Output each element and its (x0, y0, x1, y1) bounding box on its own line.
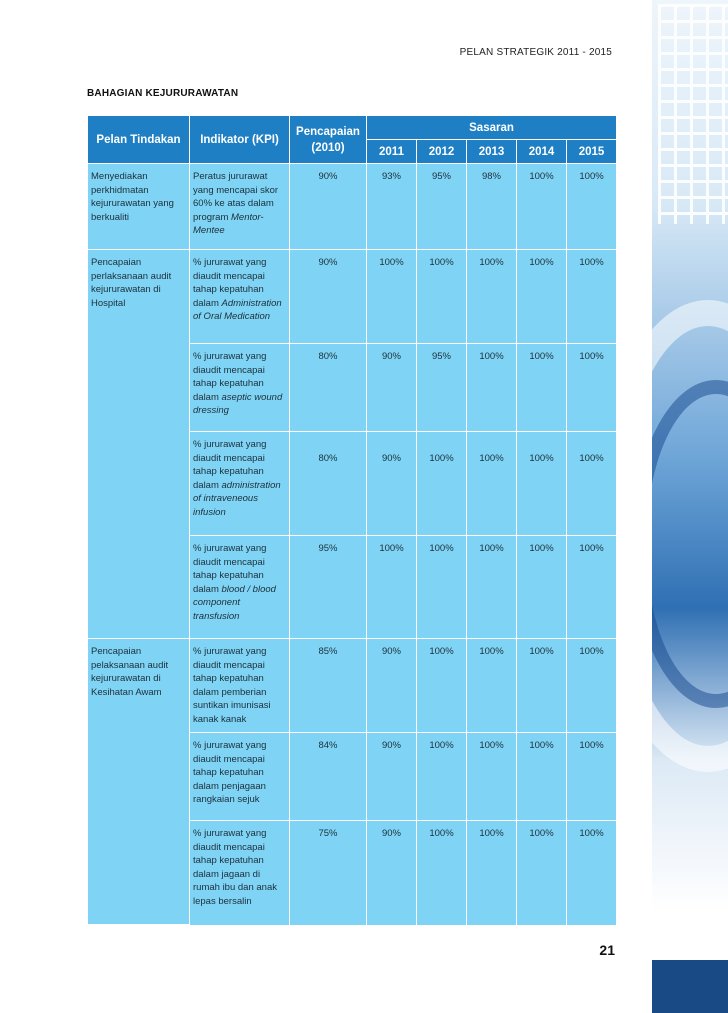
target-2014: 100% (517, 164, 567, 250)
target-2012: 100% (417, 733, 467, 821)
section-title: BAHAGIAN KEJURURAWATAN (87, 88, 239, 99)
kpi-text: Peratus jururawat yang mencapai skor 60% ke atas dalam program (193, 171, 279, 223)
kpi-italic-text: administration of intraveneous infusion (193, 479, 281, 518)
target-2011: 100% (367, 250, 417, 344)
target-2013: 100% (467, 821, 517, 925)
target-2011: 93% (367, 164, 417, 250)
kpi-cell (190, 250, 290, 344)
document-header-title: PELAN STRATEGIK 2011 - 2015 (459, 47, 612, 58)
target-2014: 100% (517, 639, 567, 733)
target-2014: 100% (517, 536, 567, 639)
target-2013: 100% (467, 432, 517, 536)
achievement-cell: 75% (290, 821, 367, 925)
achievement-cell: 90% (290, 164, 367, 250)
plan-cell: Pencapaian pelaksanaan audit kejururawatan di Kesihatan Awam (88, 639, 190, 925)
target-2014: 100% (517, 344, 567, 432)
target-2013: 100% (467, 344, 517, 432)
table-row (88, 250, 617, 344)
kpi-italic-text: Mentor-Mentee (193, 211, 264, 236)
target-2012: 100% (417, 432, 467, 536)
target-2015: 100% (567, 536, 617, 639)
header-year-2011: 2011 (367, 140, 417, 164)
target-2012: 100% (417, 821, 467, 925)
target-2015: 100% (567, 733, 617, 821)
kpi-text: % jururawat yang diaudit mencapai tahap kepatuhan dalam penjagaan rangkaian sejuk (193, 740, 267, 805)
kpi-cell (190, 164, 290, 250)
achievement-cell: 80% (290, 344, 367, 432)
achievement-cell: 95% (290, 536, 367, 639)
header-year-2015: 2015 (567, 140, 617, 164)
target-2015: 100% (567, 821, 617, 925)
header-achievement: Pencapaian (2010) (290, 116, 367, 164)
header-year-2012: 2012 (417, 140, 467, 164)
target-2013: 100% (467, 250, 517, 344)
target-2012: 100% (417, 536, 467, 639)
kpi-text: % jururawat yang diaudit mencapai tahap kepatuhan dalam (193, 257, 267, 309)
table-row (88, 164, 617, 250)
kpi-cell (190, 432, 290, 536)
kpi-text: % jururawat yang diaudit mencapai tahap kepatuhan dalam jagaan di rumah ibu dan anak lepas bersalin (193, 828, 277, 907)
target-2012: 100% (417, 250, 467, 344)
achievement-cell: 85% (290, 639, 367, 733)
header-year-2014: 2014 (517, 140, 567, 164)
header-year-2013: 2013 (467, 140, 517, 164)
header-plan: Pelan Tindakan (88, 116, 190, 164)
kpi-italic-text: blood / blood component transfusion (193, 583, 276, 622)
page-number: 21 (599, 942, 615, 958)
target-2014: 100% (517, 250, 567, 344)
achievement-cell: 80% (290, 432, 367, 536)
target-2011: 90% (367, 344, 417, 432)
achievement-cell: 84% (290, 733, 367, 821)
kpi-text: % jururawat yang diaudit mencapai tahap kepatuhan dalam (193, 351, 267, 403)
target-2012: 100% (417, 639, 467, 733)
kpi-table (87, 115, 617, 925)
plan-cell: Menyediakan perkhidmatan kejururawatan yang berkualiti (88, 164, 190, 250)
target-2015: 100% (567, 639, 617, 733)
header-target: Sasaran (367, 116, 617, 140)
target-2012: 95% (417, 344, 467, 432)
target-2013: 98% (467, 164, 517, 250)
target-2011: 90% (367, 733, 417, 821)
kpi-italic-text: Administration of Oral Medication (193, 297, 282, 322)
target-2011: 90% (367, 821, 417, 925)
kpi-cell (190, 821, 290, 925)
target-2014: 100% (517, 432, 567, 536)
decorative-footer-block (652, 960, 728, 1013)
decorative-grid (658, 4, 728, 224)
target-2015: 100% (567, 250, 617, 344)
header-kpi: Indikator (KPI) (190, 116, 290, 164)
kpi-cell (190, 639, 290, 733)
decorative-side-strip (652, 0, 728, 1013)
kpi-text: % jururawat yang diaudit mencapai tahap kepatuhan dalam pemberian suntikan imunisasi kanak kanak (193, 646, 271, 725)
kpi-cell (190, 733, 290, 821)
target-2014: 100% (517, 733, 567, 821)
target-2014: 100% (517, 821, 567, 925)
kpi-cell (190, 344, 290, 432)
target-2015: 100% (567, 164, 617, 250)
target-2015: 100% (567, 432, 617, 536)
kpi-cell (190, 536, 290, 639)
table-row (88, 639, 617, 733)
target-2015: 100% (567, 344, 617, 432)
target-2013: 100% (467, 639, 517, 733)
target-2011: 90% (367, 639, 417, 733)
achievement-cell: 90% (290, 250, 367, 344)
decorative-swirl-inner (652, 380, 728, 708)
target-2011: 90% (367, 432, 417, 536)
kpi-text: % jururawat yang diaudit mencapai tahap kepatuhan dalam (193, 439, 267, 491)
target-2012: 95% (417, 164, 467, 250)
plan-cell: Pencapaian perlaksanaan audit kejururawatan di Hospital (88, 250, 190, 639)
target-2013: 100% (467, 536, 517, 639)
kpi-italic-text: aseptic wound dressing (193, 391, 283, 416)
target-2011: 100% (367, 536, 417, 639)
kpi-text: % jururawat yang diaudit mencapai tahap kepatuhan dalam (193, 543, 267, 595)
target-2013: 100% (467, 733, 517, 821)
